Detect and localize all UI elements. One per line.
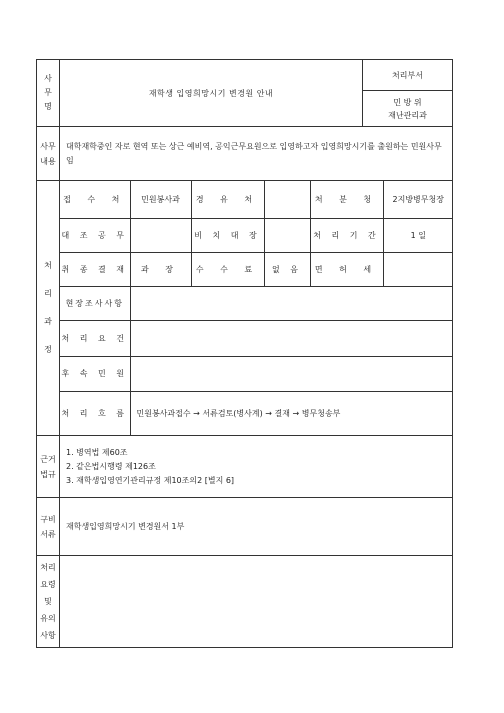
form-page (36, 59, 452, 648)
process-row-2 (60, 218, 453, 252)
legal-basis-item: 2. 같은법시행령 제126조 (66, 461, 156, 471)
process-table (60, 181, 453, 435)
site-check-value (130, 286, 453, 320)
legal-basis-label-2: 법규 (40, 469, 56, 479)
office-work-text: 대학재학중인 자로 현역 또는 상근 예비역, 공익근무요원으로 입영하고자 입영희망시기를 출원하는 민원사무임 (60, 127, 453, 181)
legal-basis-list (60, 436, 453, 498)
receipt-office-value: 민원봉사과 (130, 181, 191, 218)
process-row-1 (60, 181, 453, 218)
via-office-value (264, 181, 310, 218)
process-row-7 (60, 391, 453, 435)
processing-period-label: 처 리 기 간 (310, 218, 383, 252)
process-side-label: 처 리 과 정 (37, 181, 60, 436)
documents-label-2: 서류 (40, 529, 56, 539)
fee-value: 없 음 (264, 252, 310, 286)
dept-label: 처리부서 (363, 60, 453, 91)
legal-basis-label (37, 436, 60, 498)
compare-official-label: 대 조 공 무 (60, 218, 130, 252)
dept-value (363, 91, 453, 127)
documents-text: 재학생입영희망시기 변경원서 1부 (60, 498, 453, 556)
final-approval-value: 과 장 (130, 252, 191, 286)
process-flow-value: 민원봉사과접수 → 서류검토(병사계) → 결재 → 병무청송부 (130, 391, 453, 435)
via-office-label: 경 유 처 (191, 181, 264, 218)
requirements-label: 처 리 요 건 (60, 320, 130, 356)
site-check-label: 현장조사사항 (60, 286, 130, 320)
notes-text (60, 556, 453, 648)
final-approval-label: 취 종 결 재 (60, 252, 130, 286)
process-row-5 (60, 320, 453, 356)
requirements-value (130, 320, 453, 356)
process-flow-label: 처 리 흐 름 (60, 391, 130, 435)
related-petition-label: 후 속 민 원 (60, 356, 130, 391)
process-row-4 (60, 286, 453, 320)
disposing-office-value: 2지방병무청장 (383, 181, 453, 218)
office-work-label-1: 사무 (40, 141, 56, 151)
disposing-office-label: 처 분 청 (310, 181, 383, 218)
dept-line-2: 재난관리과 (388, 110, 427, 120)
civil-service-form (36, 59, 453, 648)
ledger-value (264, 218, 310, 252)
processing-period-value: 1 일 (383, 218, 453, 252)
documents-label-1: 구비 (40, 514, 56, 524)
legal-basis-item: 1. 병역법 제60조 (66, 447, 128, 457)
process-row-3 (60, 252, 453, 286)
process-section (60, 181, 453, 436)
office-work-label-2: 내용 (40, 156, 56, 166)
receipt-office-label: 접 수 처 (60, 181, 130, 218)
office-name-label: 사 무 명 (37, 60, 60, 127)
documents-label (37, 498, 60, 556)
compare-official-value (130, 218, 191, 252)
license-tax-value (383, 252, 453, 286)
fee-label: 수 수 료 (191, 252, 264, 286)
process-row-6 (60, 356, 453, 391)
legal-basis-item: 3. 재학생입영연기관리규정 제10조의2 [별지 6] (66, 475, 235, 485)
legal-basis-label-1: 근거 (40, 454, 56, 464)
ledger-label: 비 치 대 장 (191, 218, 264, 252)
dept-line-1: 민 방 위 (393, 97, 422, 107)
license-tax-label: 면 허 세 (310, 252, 383, 286)
office-work-label (37, 127, 60, 181)
page-title: 재학생 입영희망시기 변경원 안내 (60, 60, 363, 127)
related-petition-value (130, 356, 453, 391)
notes-label: 처리 요령 및 유의 사항 (37, 556, 60, 648)
